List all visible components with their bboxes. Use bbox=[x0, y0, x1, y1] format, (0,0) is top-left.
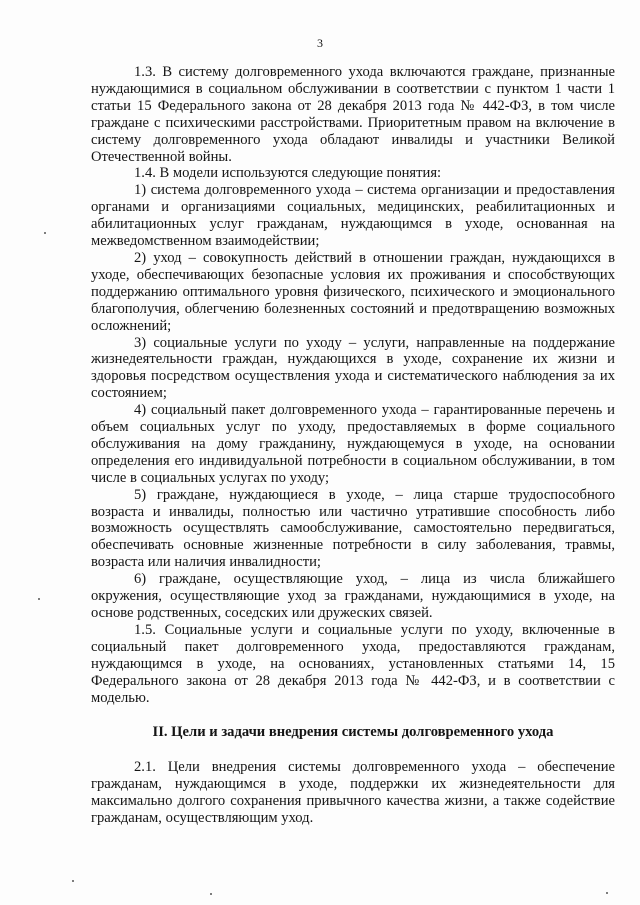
definition-item-6: 6) граждане, осуществляющие уход, – лица из числа ближайшего окружения, осуществляющие уход за гражданами, нуждающимися в уходе, на основе родственных, соседских или дружеских связей. bbox=[91, 571, 615, 621]
definition-item-3: 3) социальные услуги по уходу – услуги, направленные на поддержание жизнедеятельности граждан, нуждающихся в уходе, сохранение их жизни и здоровья посредством осуществления ухода и систематического наблюдения за их состоянием; bbox=[91, 334, 615, 402]
definition-item-1: 1) система долговременного ухода – система организации и предоставления органами и организациями социальных, медицинских, реабилитационных и абилитационных услуг гражданам, нуждающимся в уходе, основанная на межведомственном взаимодействии; bbox=[91, 182, 615, 250]
paragraph-1-3: 1.3. В систему долговременного ухода включаются граждане, признанные нуждающимися в социальном обслуживании в соответствии с пунктом 1 части 1 статьи 15 Федерального закона от 28 декабря 2013 года № 442-ФЗ, в том числе граждане с психическими расстройствами. Приоритетным правом на включение в систему долговременного ухода обладают инвалиды и участники Великой Отечественной войны. bbox=[91, 64, 615, 165]
section-heading: II. Цели и задачи внедрения системы долговременного ухода bbox=[152, 724, 554, 741]
definition-item-2: 2) уход – совокупность действий в отношении граждан, нуждающихся в уходе, обеспечивающих безопасные условия их проживания и способствующих поддержанию оптимального уровня физического, психического и эмоционального благополучия, облегчению болезненных состояний и предотвращению возможных осложнений; bbox=[91, 249, 615, 334]
definition-item-5: 5) граждане, нуждающиеся в уходе, – лица старше трудоспособного возраста и инвалиды, полностью или частично утратившие способность либо возможность осуществлять самообслуживание, самостоятельно передвигаться, обеспечивать основные жизненные потребности в силу заболевания, травмы, возраста или наличия инвалидности; bbox=[91, 486, 615, 571]
paragraph-2-1: 2.1. Цели внедрения системы долговременного ухода – обеспечение гражданам, нуждающимся в уходе, поддержки их жизнедеятельности для максимально долгого сохранения привычного качества жизни, а также содействие гражданам, осуществляющим уход. bbox=[91, 759, 615, 827]
paragraph-1-5: 1.5. Социальные услуги и социальные услуги по уходу, включенные в социальный пакет долговременного ухода, предоставляются гражданам, нуждающимся в уходе, на основаниях, установленных статьями 14, 15 Федерального закона от 28 декабря 2013 года № 442-ФЗ, и в соответствии с моделью. bbox=[91, 621, 615, 706]
scan-speck bbox=[72, 880, 74, 882]
scan-speck bbox=[44, 232, 46, 234]
definition-item-4: 4) социальный пакет долговременного ухода – гарантированные перечень и объем социальных услуг по уходу, предоставляемых в форме социального обслуживания на дому гражданину, нуждающемуся в уходе, на основании определения его индивидуальной потребности в социальном обслуживании, в том числе в социальных услугах по уходу; bbox=[91, 402, 615, 486]
scan-speck bbox=[606, 892, 608, 894]
page-number: 3 bbox=[317, 36, 323, 50]
scan-speck bbox=[210, 893, 212, 895]
paragraph-1-4: 1.4. В модели используются следующие понятия: bbox=[134, 165, 442, 182]
scan-speck bbox=[38, 598, 40, 600]
document-body bbox=[91, 64, 615, 827]
